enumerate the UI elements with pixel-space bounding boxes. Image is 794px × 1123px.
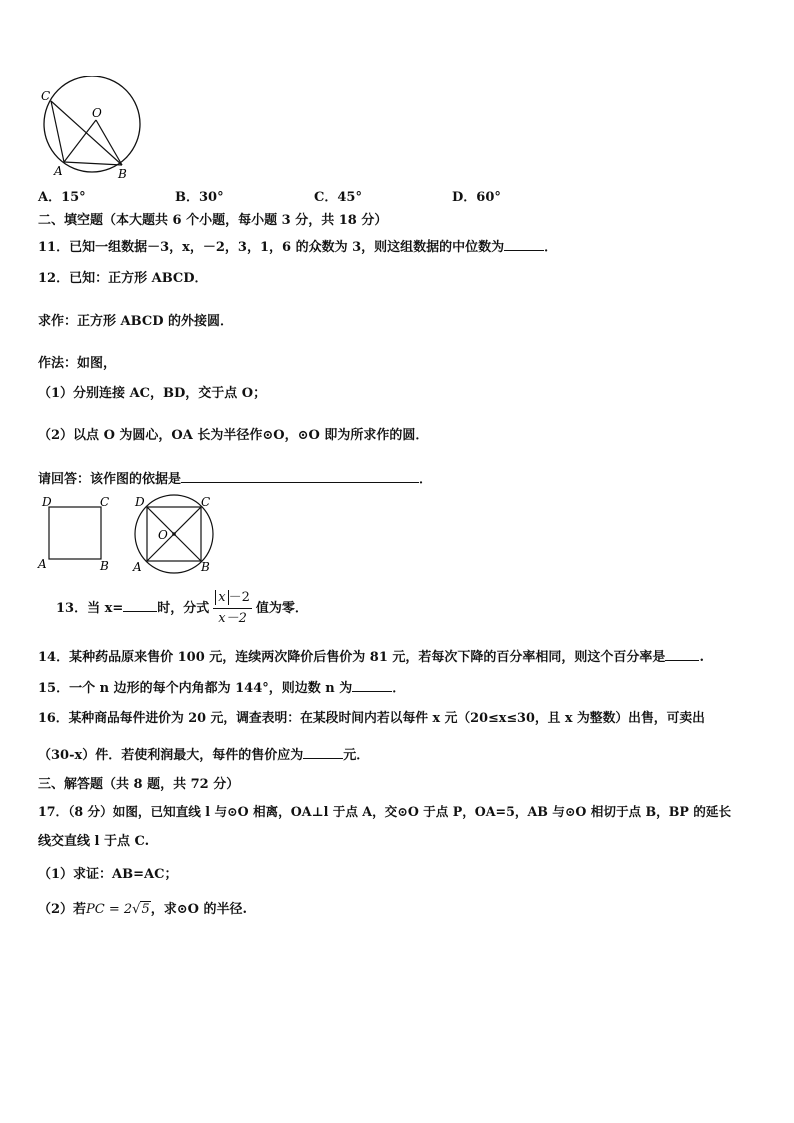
pc-expression: PC = 2: [86, 902, 133, 917]
question-12-step2: （2）以点 O 为圆心，OA 长为半径作⊙O，⊙O 即为所求作的圆．: [38, 428, 429, 443]
question-16-tail: 元．: [343, 748, 370, 763]
label-a: A: [38, 557, 47, 571]
question-16-line2: [38, 746, 369, 765]
option-d: D．60°: [452, 190, 501, 205]
chord-ab: [64, 162, 122, 165]
label-c: C: [201, 495, 211, 509]
question-11: [38, 238, 557, 257]
question-14: [38, 648, 704, 667]
answer-blank: [665, 648, 699, 661]
question-15-text: 15．一个 n 边形的每个内角都为 144°，则边数 n 为: [38, 681, 353, 696]
answer-blank: [123, 599, 157, 612]
section-fill-blank-heading: 二、填空题（本大题共 6 个小题，每小题 3 分，共 18 分）: [38, 213, 388, 228]
square-circle-figure: [128, 491, 220, 577]
label-c: C: [41, 89, 51, 103]
label-o: O: [92, 106, 102, 120]
fraction-numerator: [213, 588, 252, 609]
sqrt-radicand: 5: [141, 902, 150, 917]
option-c: C．45°: [314, 190, 362, 205]
question-17-line2: 线交直线 l 于点 C.: [38, 834, 150, 849]
label-b: B: [118, 167, 127, 181]
question-12-method: 作法：如图，: [38, 356, 117, 371]
option-b: B．30°: [175, 190, 224, 205]
question-17-line1: 17．（8 分）如图，已知直线 l 与⊙O 相离，OA⊥l 于点 A，交⊙O 于点 P，OA=5，AB 与⊙O 相切于点 B，BP 的延长: [38, 804, 732, 819]
question-12-ask: 求作：正方形 ABCD 的外接圆．: [38, 314, 233, 329]
question-12-step1: （1）分别连接 AC，BD，交于点 O；: [38, 386, 267, 401]
part2-prefix: （2）若: [38, 902, 87, 917]
center-point: [172, 532, 176, 536]
answer-blank: [504, 238, 544, 251]
question-17-part2: [38, 901, 247, 919]
question-12-tail: ．: [419, 472, 433, 487]
answer-blank: [181, 470, 419, 483]
part2-suffix: ，求⊙O 的半径.: [150, 902, 248, 917]
question-12-answer: [38, 470, 432, 489]
question-14-tail: .: [699, 650, 704, 665]
question-14-text: 14．某种药品原来售价 100 元，连续两次降价后售价为 81 元，若每次下降的百分率相同，则这个百分率是: [38, 650, 666, 665]
label-a: A: [133, 560, 142, 574]
label-d: D: [135, 495, 145, 509]
question-15-tail: ．: [392, 681, 406, 696]
question-11-tail: ．: [544, 240, 558, 255]
label-a: A: [54, 164, 63, 178]
question-11-text: 11．已知一组数据－3，x，－2，3，1，6 的众数为 3，则这组数据的中位数为: [38, 240, 505, 255]
question-12-given: 12．已知：正方形 ABCD．: [38, 271, 208, 286]
answer-blank: [303, 746, 343, 759]
label-d: D: [42, 495, 52, 509]
fraction: [213, 588, 252, 629]
question-13-mid: 时，分式: [157, 601, 210, 616]
numerator-rest: －2: [228, 590, 250, 605]
circle-outline: [44, 76, 140, 172]
sqrt-symbol: √: [132, 902, 141, 917]
fraction-denominator: x－2: [218, 611, 247, 626]
square-outline: [49, 507, 101, 559]
question-13-prefix: 13．当 x=: [56, 601, 124, 616]
section-solve-heading: 三、解答题（共 8 题，共 72 分）: [38, 777, 240, 792]
question-17-part1: （1）求证：AB=AC；: [38, 867, 178, 882]
circle-figure: [36, 76, 156, 184]
option-a: A．15°: [38, 190, 86, 205]
abs-x: x: [215, 590, 228, 605]
label-c: C: [100, 495, 110, 509]
question-13-suffix: 值为零．: [255, 601, 308, 616]
question-16-line1: 16．某种商品每件进价为 20 元，调查表明：在某段时间内若以每件 x 元（20≤x≤30，且 x 为整数）出售，可卖出: [38, 711, 705, 726]
question-13: [56, 588, 308, 629]
answer-blank: [352, 679, 392, 692]
question-15: [38, 679, 405, 698]
label-b: B: [100, 559, 109, 573]
question-16-text: （30-x）件．若使利润最大，每件的售价应为: [38, 748, 304, 763]
question-12-answer-text: 请回答：该作图的依据是: [38, 472, 182, 487]
radius-ob: [96, 120, 122, 165]
square-figure: [36, 494, 116, 574]
label-b: B: [201, 560, 210, 574]
label-o: O: [158, 528, 168, 542]
radius-oa: [64, 120, 96, 162]
